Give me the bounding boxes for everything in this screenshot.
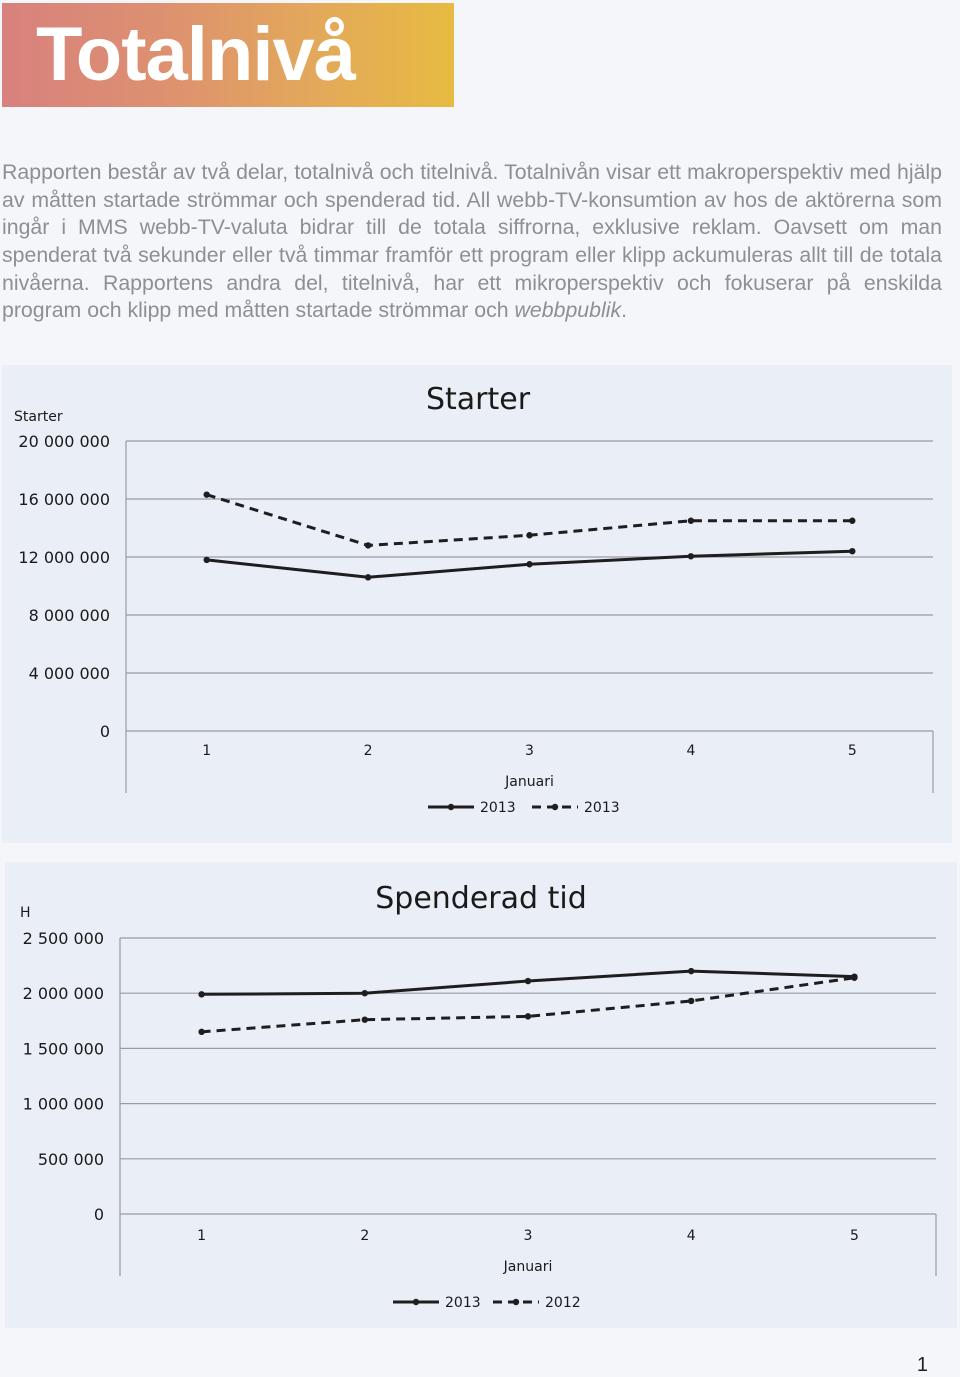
- data-point: [198, 1029, 204, 1035]
- x-tick-label: 2: [363, 743, 373, 759]
- intro-paragraph: [2, 159, 942, 325]
- title-banner: [2, 3, 454, 107]
- y-tick-label: 2 500 000: [22, 929, 104, 948]
- y-tick-label: 500 000: [37, 1149, 104, 1169]
- starter-chart: [2, 365, 952, 843]
- y-tick-label: 4 000 000: [28, 664, 110, 683]
- data-point: [849, 548, 855, 554]
- y-tick-label: 2 000 000: [22, 984, 104, 1004]
- x-tick-label: 4: [686, 1228, 696, 1244]
- data-point: [688, 968, 694, 974]
- series-line-1: [202, 978, 855, 1032]
- intro-emphasis: webbpublik: [514, 298, 622, 323]
- x-tick-label: 2: [360, 1228, 370, 1244]
- legend-marker: [413, 1299, 419, 1305]
- x-tick-label: 1: [197, 1228, 207, 1244]
- data-point: [204, 557, 210, 563]
- legend-marker: [513, 1299, 519, 1305]
- x-axis-label: Januari: [505, 774, 554, 790]
- data-point: [204, 491, 210, 497]
- y-tick-label: 20 000 000: [18, 432, 110, 451]
- y-tick-label: 8 000 000: [28, 606, 110, 625]
- data-point: [688, 553, 694, 559]
- intro-text: Rapporten består av två delar, totalnivå och titelnivå. Totalnivån visar ett makroperspektiv med hjälp av måtten startade strömmar och spenderad tid. All webb-TV-konsumtion av hos de aktörerna som ingår i MMS webb-TV-valuta bidrar till de totala siffrorna, exklusive reklam. Oavsett om man spenderat två sekunder eller två timmar framför ett program eller klipp ackumuleras allt till de totala nivåerna. Rapportens andra del, titelnivå, har ett mikroperspektiv och fokuserar på enskilda program och klipp med måtten startade strömmar och: [2, 160, 942, 323]
- data-point: [525, 1013, 531, 1019]
- legend-marker: [552, 804, 558, 810]
- x-tick-label: 3: [523, 1228, 533, 1244]
- legend-label: 2013: [584, 800, 620, 816]
- chart-svg: [2, 365, 952, 843]
- data-point: [362, 1016, 368, 1022]
- data-point: [849, 518, 855, 524]
- legend-label: 2012: [545, 1295, 581, 1311]
- y-tick-label: 12 000 000: [18, 548, 110, 567]
- data-point: [526, 532, 532, 538]
- x-tick-label: 1: [202, 743, 212, 759]
- spenderad-tid-chart: [5, 862, 957, 1328]
- chart-title: Starter: [425, 382, 531, 417]
- y-tick-label: 0: [93, 1205, 104, 1224]
- legend-marker: [448, 804, 454, 810]
- data-point: [688, 518, 694, 524]
- data-point: [198, 991, 204, 997]
- y-axis-label: Starter: [14, 409, 63, 425]
- x-tick-label: 5: [847, 743, 857, 759]
- intro-end: .: [621, 298, 628, 323]
- chart-title: Spenderad tid: [375, 881, 587, 916]
- page-number: 1: [916, 1354, 928, 1376]
- y-tick-label: 1 500 000: [22, 1039, 104, 1059]
- page-title: Totalnivå: [36, 12, 355, 97]
- data-point: [365, 574, 371, 580]
- data-point: [851, 975, 857, 981]
- data-point: [688, 998, 694, 1004]
- legend-label: 2013: [480, 800, 516, 816]
- x-tick-label: 4: [686, 743, 696, 759]
- y-tick-label: 1 000 000: [22, 1094, 104, 1114]
- y-axis-label: H: [20, 905, 31, 921]
- x-tick-label: 5: [849, 1228, 859, 1244]
- data-point: [526, 561, 532, 567]
- data-point: [365, 542, 371, 548]
- data-point: [525, 978, 531, 984]
- chart-svg: [5, 862, 957, 1328]
- data-point: [362, 990, 368, 996]
- x-tick-label: 3: [525, 743, 534, 759]
- y-tick-label: 0: [99, 722, 110, 741]
- legend-label: 2013: [445, 1295, 481, 1311]
- x-axis-label: Januari: [503, 1259, 553, 1275]
- y-tick-label: 16 000 000: [18, 490, 110, 509]
